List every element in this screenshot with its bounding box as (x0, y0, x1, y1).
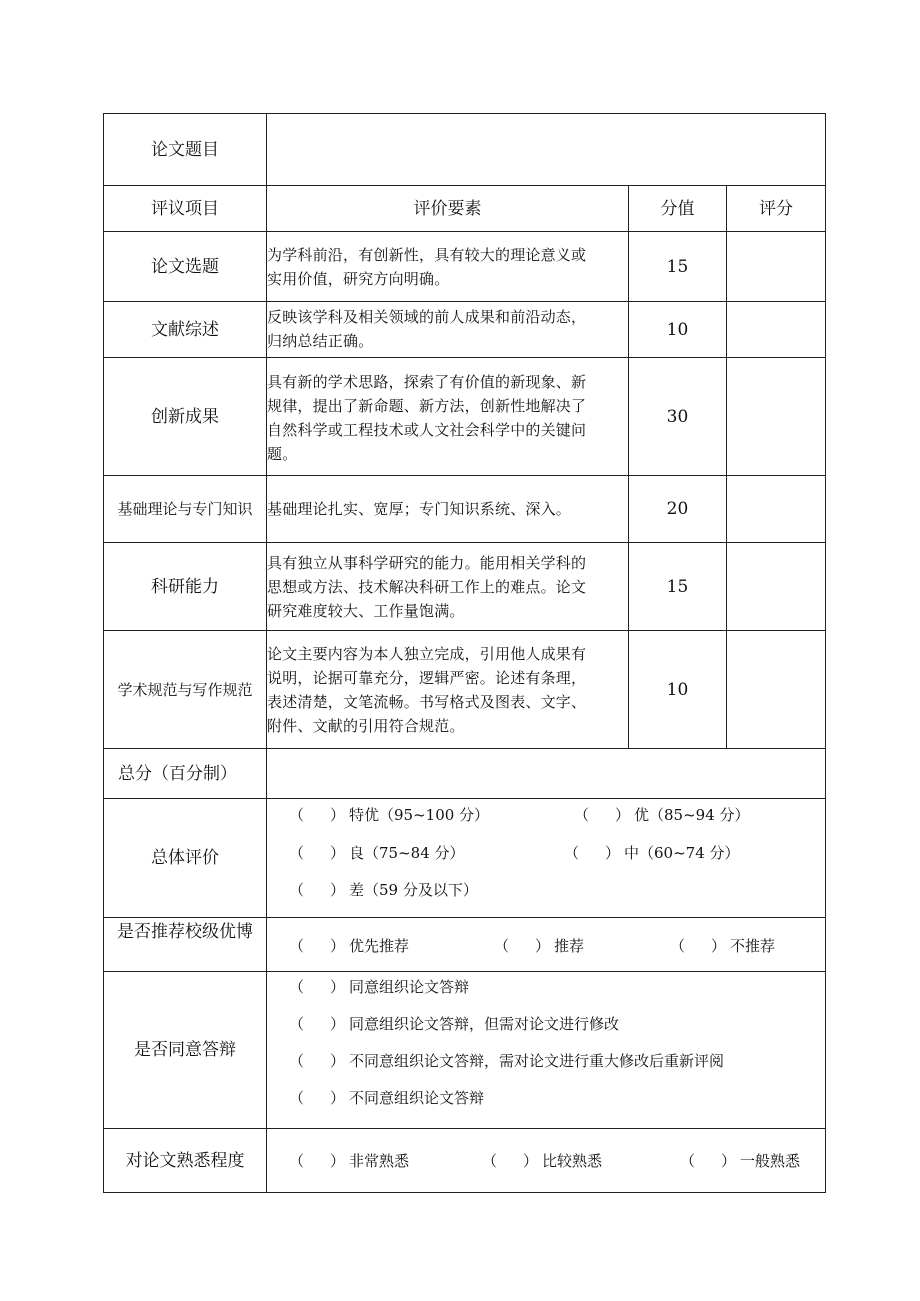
criterion-desc-line: 归纳总结正确。 (267, 332, 374, 350)
checkbox-bracket[interactable]: （ ） (289, 843, 345, 862)
criterion-desc-line: 规律，提出了新命题、新方法，创新性地解决了 (267, 397, 587, 415)
criterion-points: 10 (666, 319, 689, 340)
criterion-desc-line: 实用价值，研究方向明确。 (267, 270, 450, 288)
review-form-table (103, 113, 826, 1193)
criterion-desc-line: 为学科前沿，有创新性，具有较大的理论意义或 (267, 246, 587, 264)
checkbox-bracket[interactable]: （ ） (564, 843, 620, 862)
criterion-score-field[interactable] (727, 543, 825, 630)
criterion-points: 10 (666, 679, 689, 700)
header-points: 分值 (660, 198, 695, 219)
criterion-score-field[interactable] (727, 476, 825, 542)
familiarity-option-fairly[interactable]: （ ） 比较熟悉 (482, 1151, 603, 1170)
checkbox-bracket[interactable]: （ ） (289, 805, 345, 824)
recommend-option-yes[interactable]: （ ） 推荐 (494, 936, 585, 955)
criterion-points: 15 (666, 576, 689, 597)
checkbox-bracket[interactable]: （ ） (574, 805, 630, 824)
criterion-score-field[interactable] (727, 358, 825, 475)
overall-option-excellent-plus[interactable]: （ ） 特优（95~100 分） (289, 805, 490, 824)
criterion-item: 学术规范与写作规范 (117, 680, 253, 699)
checkbox-bracket[interactable]: （ ） (670, 936, 726, 955)
overall-evaluation-label: 总体评价 (151, 848, 219, 868)
criterion-desc-line: 附件、文献的引用符合规范。 (267, 717, 465, 735)
criterion-desc-line: 表述清楚，文笔流畅。书写格式及图表、文字、 (267, 693, 587, 711)
criterion-desc-line: 基础理论扎实、宽厚；专门知识系统、深入。 (267, 500, 572, 518)
checkbox-bracket[interactable]: （ ） (482, 1151, 538, 1170)
criterion-points: 30 (666, 406, 689, 427)
recommend-option-priority[interactable]: （ ） 优先推荐 (289, 936, 410, 955)
checkbox-bracket[interactable]: （ ） (680, 1151, 736, 1170)
familiarity-option-very[interactable]: （ ） 非常熟悉 (289, 1151, 410, 1170)
criterion-desc-line: 自然科学或工程技术或人文社会科学中的关键问 (267, 421, 587, 439)
familiarity-label: 对论文熟悉程度 (125, 1150, 245, 1171)
criterion-points: 20 (666, 499, 689, 519)
recommend-option-no[interactable]: （ ） 不推荐 (670, 936, 776, 955)
criterion-desc-line: 说明，论据可靠充分，逻辑严密。论述有条理， (267, 669, 587, 687)
header-element: 评价要素 (413, 198, 482, 219)
checkbox-bracket[interactable]: （ ） (289, 977, 345, 996)
header-item: 评议项目 (151, 198, 219, 219)
criterion-desc-line: 研究难度较大、工作量饱满。 (267, 602, 465, 620)
defense-option-disagree[interactable]: （ ） 不同意组织论文答辩 (289, 1088, 485, 1107)
criterion-desc-line: 反映该学科及相关领域的前人成果和前沿动态， (267, 308, 587, 326)
criterion-item: 科研能力 (151, 576, 219, 597)
checkbox-bracket[interactable]: （ ） (289, 1088, 345, 1107)
checkbox-bracket[interactable]: （ ） (289, 1051, 345, 1070)
criterion-desc-line: 具有独立从事科学研究的能力。能用相关学科的 (267, 554, 587, 572)
overall-option-poor[interactable]: （ ） 差（59 分及以下） (289, 880, 478, 899)
total-score-label: 总分（百分制） (118, 763, 237, 784)
checkbox-bracket[interactable]: （ ） (289, 880, 345, 899)
familiarity-option-general[interactable]: （ ） 一般熟悉 (680, 1151, 801, 1170)
criterion-score-field[interactable] (727, 302, 825, 357)
checkbox-bracket[interactable]: （ ） (494, 936, 550, 955)
thesis-title-field[interactable] (267, 114, 825, 185)
header-score: 评分 (759, 198, 793, 219)
defense-option-agree[interactable]: （ ） 同意组织论文答辩 (289, 977, 470, 996)
criterion-score-field[interactable] (727, 631, 825, 748)
defense-label: 是否同意答辩 (134, 1040, 236, 1060)
overall-option-fair[interactable]: （ ） 中（60~74 分） (564, 843, 740, 862)
overall-option-good[interactable]: （ ） 良（75~84 分） (289, 843, 465, 862)
defense-option-disagree-major[interactable]: （ ） 不同意组织论文答辩，需对论文进行重大修改后重新评阅 (289, 1051, 725, 1070)
criterion-desc-line: 题。 (267, 445, 298, 463)
criterion-score-field[interactable] (727, 232, 825, 301)
criterion-points: 15 (666, 256, 689, 277)
overall-option-excellent[interactable]: （ ） 优（85~94 分） (574, 805, 750, 824)
total-score-field[interactable] (267, 749, 825, 798)
criterion-item: 论文选题 (151, 256, 219, 277)
criterion-item: 文献综述 (151, 319, 219, 340)
recommend-label: 是否推荐校级优博 (117, 922, 253, 942)
criterion-desc-line: 论文主要内容为本人独立完成，引用他人成果有 (267, 645, 587, 663)
criterion-item: 基础理论与专门知识 (117, 500, 253, 518)
checkbox-bracket[interactable]: （ ） (289, 1014, 345, 1033)
thesis-title-label: 论文题目 (151, 139, 219, 160)
criterion-desc-line: 思想或方法、技术解决科研工作上的难点。论文 (267, 578, 587, 596)
criterion-desc-line: 具有新的学术思路，探索了有价值的新现象、新 (267, 373, 587, 391)
criterion-item: 创新成果 (151, 406, 219, 427)
checkbox-bracket[interactable]: （ ） (289, 1151, 345, 1170)
checkbox-bracket[interactable]: （ ） (289, 936, 345, 955)
defense-option-agree-revise[interactable]: （ ） 同意组织论文答辩，但需对论文进行修改 (289, 1014, 620, 1033)
